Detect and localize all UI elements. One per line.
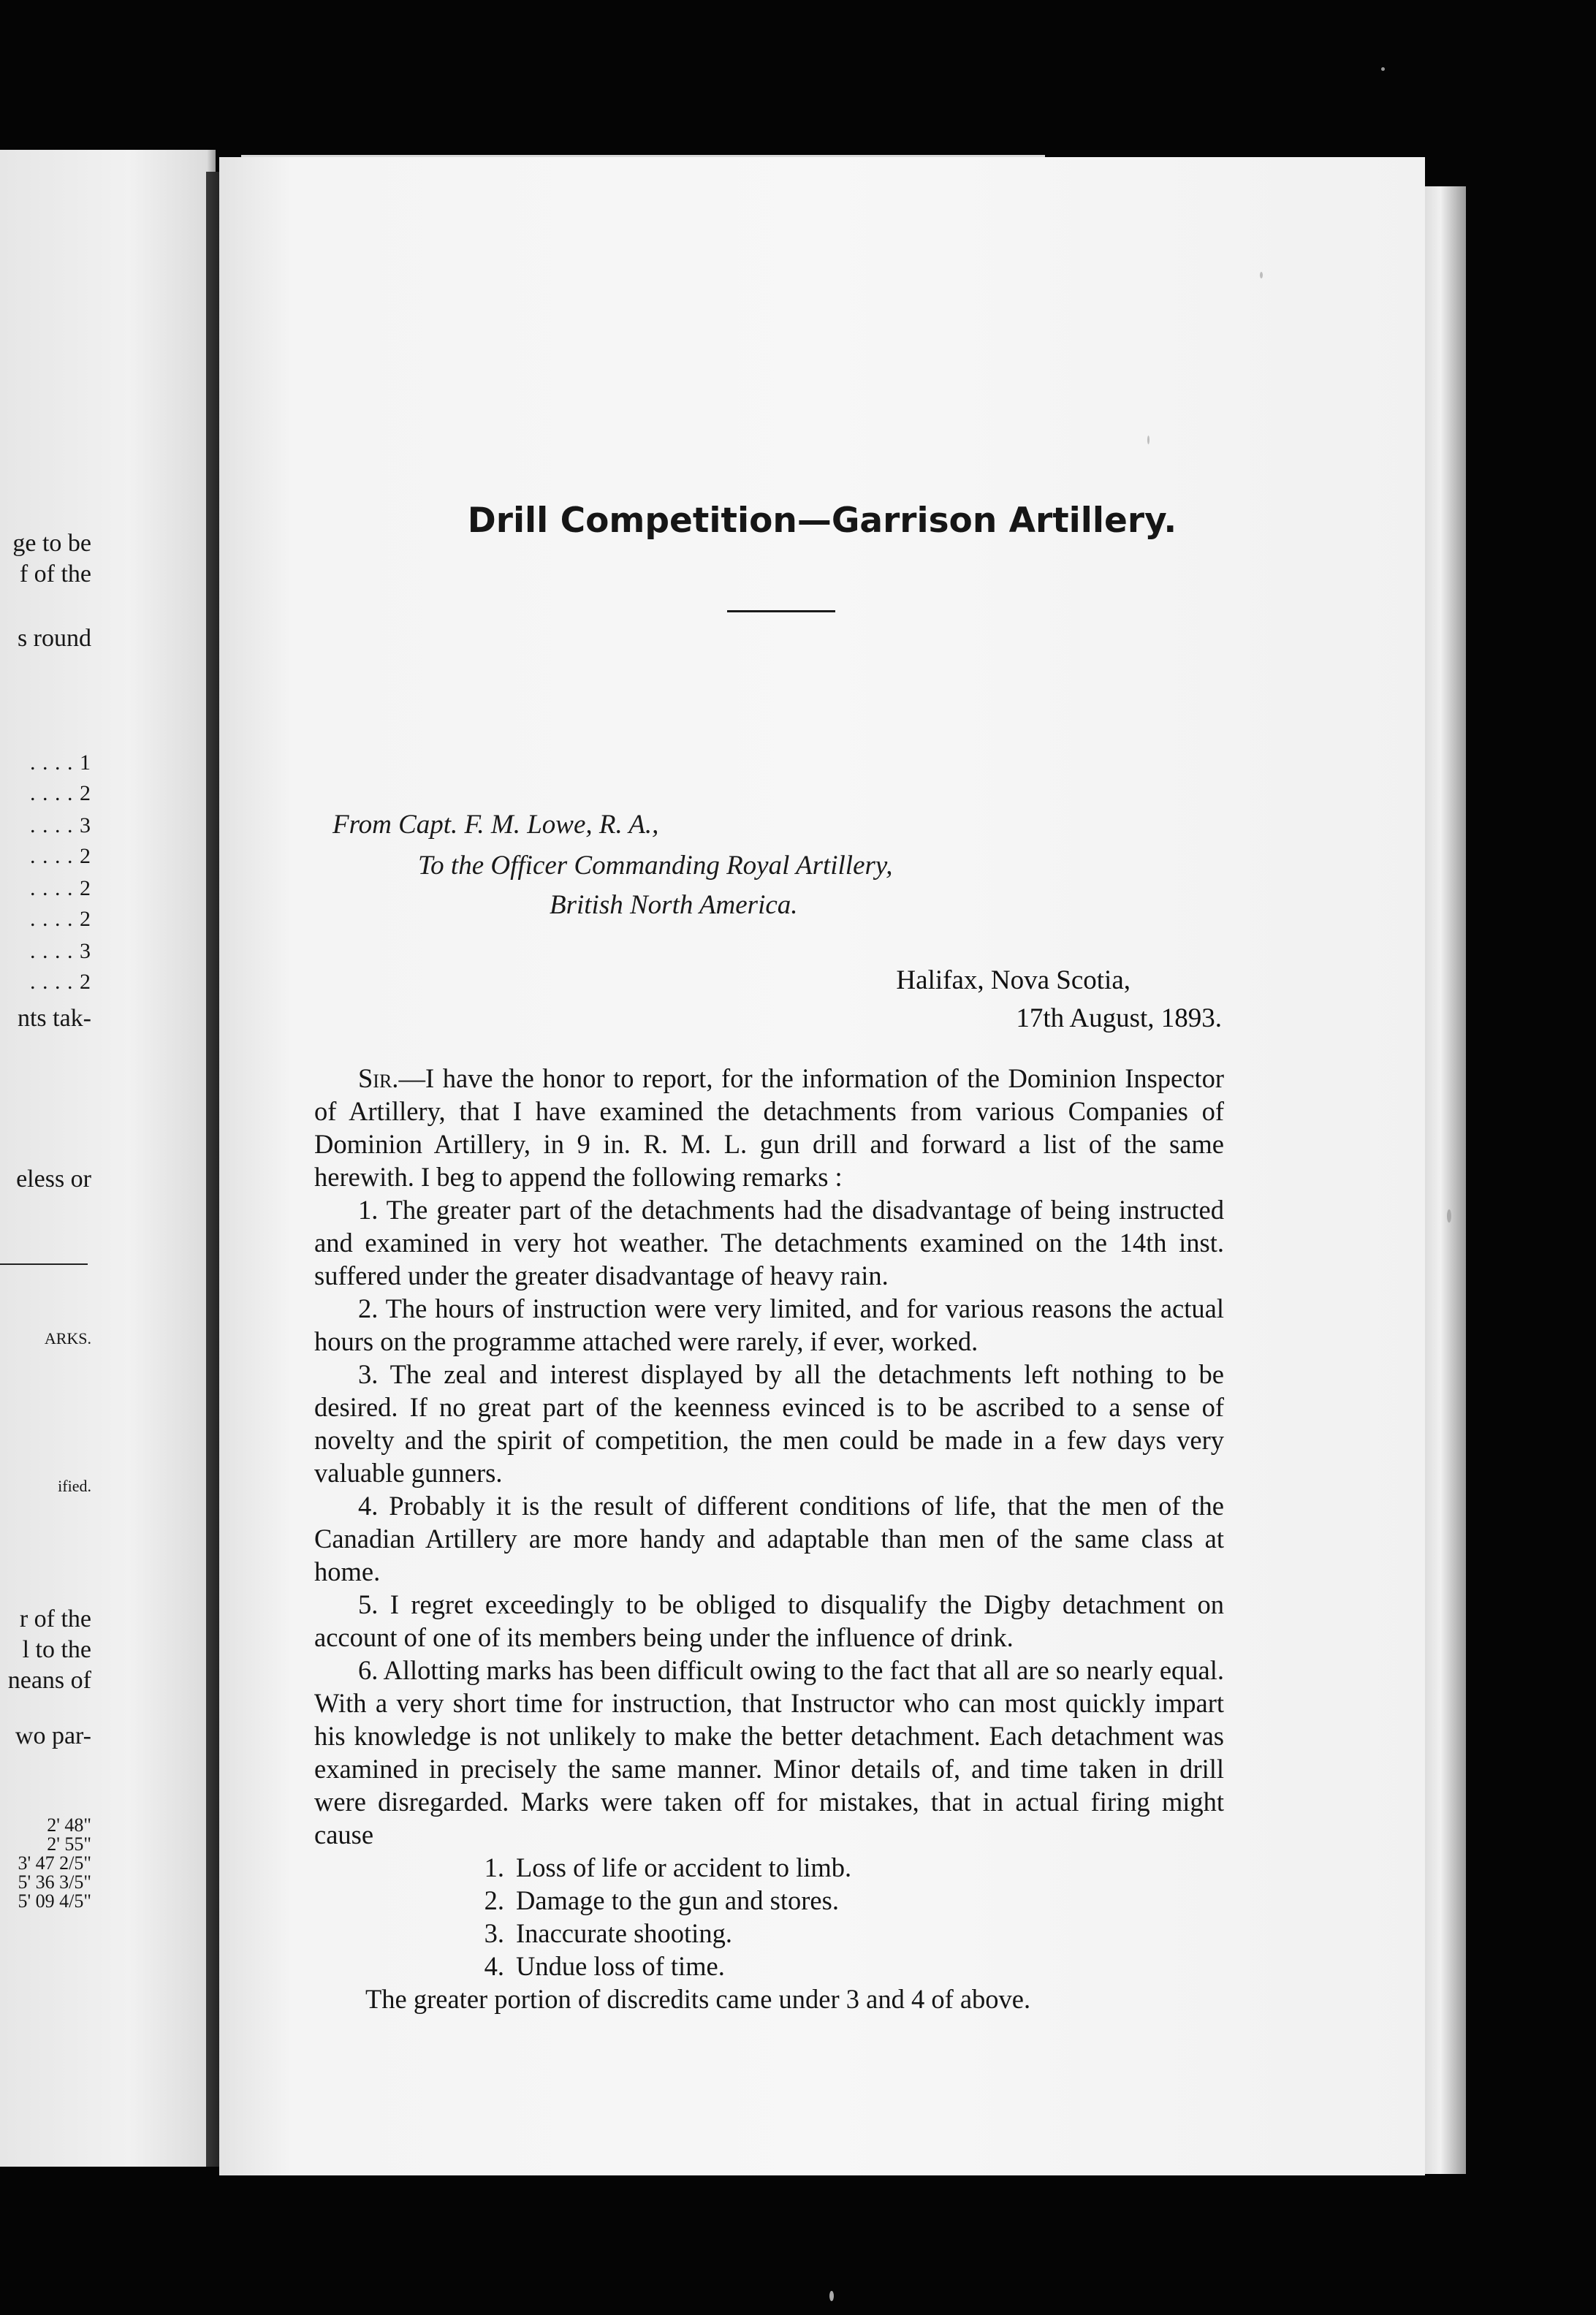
- from-line: From Capt. F. M. Lowe, R. A.,: [332, 810, 659, 840]
- left-fragment: . . . . 2: [30, 907, 91, 931]
- salutation: Sir.: [358, 1063, 399, 1093]
- left-fragment: ge to be: [12, 530, 91, 557]
- list-text: Inaccurate shooting.: [516, 1918, 732, 1948]
- list-text: Undue loss of time.: [516, 1951, 725, 1981]
- left-fragment: wo par-: [15, 1722, 91, 1749]
- left-fragment: ified.: [58, 1477, 91, 1495]
- dust-speck: [1260, 272, 1263, 278]
- left-fragment: 5' 36 3/5": [18, 1871, 91, 1893]
- list-number: 3.: [484, 1918, 504, 1948]
- date-line: 17th August, 1893.: [1016, 1003, 1222, 1033]
- list-number: 4.: [484, 1951, 504, 1981]
- place-line: Halifax, Nova Scotia,: [896, 965, 1130, 995]
- left-fragment: . . . . 2: [30, 781, 91, 805]
- left-fragment: . . . . 2: [30, 970, 91, 994]
- left-fragment: . . . . 2: [30, 844, 91, 868]
- remark-paragraph: 3. The zeal and interest displayed by all the detachments left nothing to be desired. If no great part of the keenness evinced is to be ascribed to a sense of novelty and the spirit of competition, the men could be made in a few days very valuable gunners.: [314, 1359, 1224, 1488]
- left-fragment: r of the: [19, 1605, 91, 1632]
- dateline: [219, 965, 1222, 1038]
- list-text: Damage to the gun and stores.: [516, 1885, 839, 1915]
- left-fragment: . . . . 3: [30, 813, 91, 837]
- mistake-list: [314, 1851, 1224, 1983]
- letter-body: [314, 1062, 1224, 2015]
- page-right-edge: [1424, 186, 1466, 2174]
- left-fragment: neans of: [7, 1667, 91, 1694]
- left-fragment: . . . . 3: [30, 939, 91, 963]
- list-item: [471, 1884, 1224, 1917]
- left-fragment: s round: [17, 625, 91, 652]
- dust-speck: [829, 2291, 834, 2301]
- intro-text: —I have the honor to report, for the information of the Dominion Inspector of Artillery, that I have examined the detachments from various Companies of Dominion Artillery, in 9 in. R. M. L. gun drill and forward a list of the same herewith. I beg to append the following remarks :: [314, 1063, 1224, 1192]
- list-item: [471, 1950, 1224, 1983]
- to-line: To the Officer Commanding Royal Artillery,: [418, 851, 893, 881]
- left-fragment: 2' 48": [47, 1814, 91, 1836]
- left-fragment: . . . . 1: [30, 750, 91, 775]
- intro-paragraph: [314, 1062, 1224, 1193]
- remark-paragraph: 4. Probably it is the result of different conditions of life, that the men of the Canadian Artillery are more handy and adaptable than men of the same class at home.: [314, 1491, 1224, 1586]
- remark-paragraph: 2. The hours of instruction were very limited, and for various reasons the actual hours on the programme attached were rarely, if ever, worked.: [314, 1293, 1224, 1356]
- document-page: [219, 157, 1425, 2175]
- list-text: Loss of life or accident to limb.: [516, 1852, 852, 1882]
- closing-line: The greater portion of discredits came under 3 and 4 of above.: [365, 1984, 1031, 2014]
- left-fragment: 3' 47 2/5": [18, 1852, 91, 1874]
- left-rule: [0, 1263, 88, 1265]
- remark-paragraph: 6. Allotting marks has been difficult owing to the fact that all are so nearly equal. With a very short time for instruction, that Instructor who can most quickly impart his knowledge is not unlikely to make the better detachment. Each detachment was examined in precisely the same manner. Minor details of, and time taken in drill were disregarded. Marks were taken off for mistakes, that in actual firing might cause: [314, 1655, 1224, 1850]
- list-number: 1.: [484, 1852, 504, 1882]
- remark-paragraph: 5. I regret exceedingly to be obliged to disqualify the Digby detachment on account of one of its members being under the influence of drink.: [314, 1589, 1224, 1652]
- left-fragment: 2' 55": [47, 1833, 91, 1855]
- left-fragment: 5' 09 4/5": [18, 1890, 91, 1912]
- remark-paragraph: 1. The greater part of the detachments had the disadvantage of being instructed and examined in very hot weather. The detachments examined on the 14th inst. suffered under the greater disadvantage of heavy rain.: [314, 1195, 1224, 1290]
- dust-speck: [1447, 1209, 1451, 1223]
- list-item: [471, 1851, 1224, 1884]
- left-fragment: ARKS.: [44, 1329, 91, 1347]
- dust-speck: [1147, 436, 1150, 444]
- to-line-2: British North America.: [550, 890, 798, 920]
- left-fragment: nts tak-: [17, 1005, 91, 1032]
- left-facing-page: [0, 150, 216, 2167]
- left-fragment: . . . . 2: [30, 876, 91, 900]
- dust-speck: [1381, 67, 1385, 71]
- page-title: Drill Competition—Garrison Artillery.: [467, 501, 1177, 541]
- left-fragment: l to the: [22, 1636, 91, 1663]
- list-number: 2.: [484, 1885, 504, 1915]
- title-rule: [727, 610, 835, 612]
- list-item: [471, 1917, 1224, 1950]
- left-fragment: eless or: [16, 1166, 91, 1193]
- left-fragment: f of the: [19, 560, 91, 588]
